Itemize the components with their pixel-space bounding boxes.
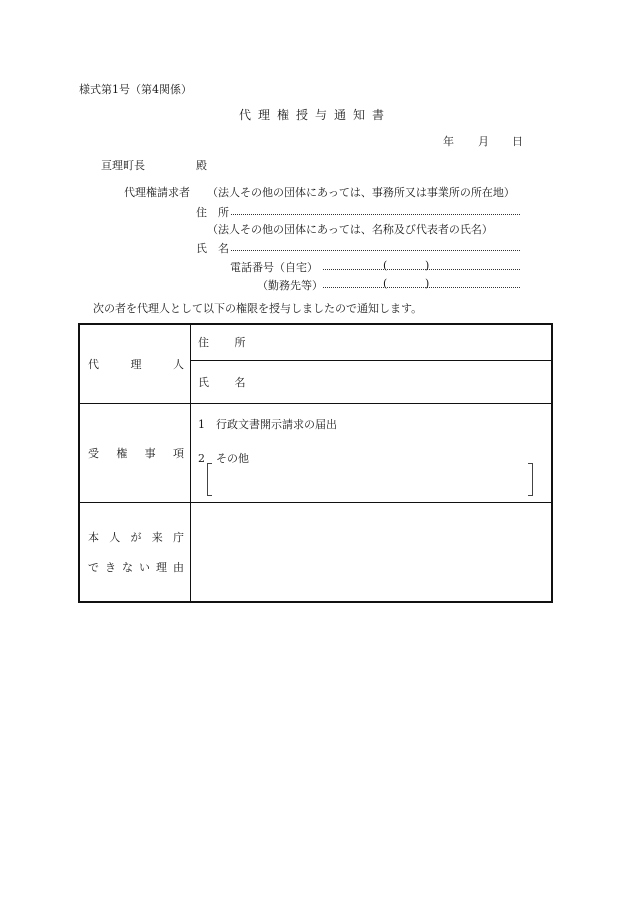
phone-home-paren-open: (	[383, 259, 388, 272]
reason-label-char: き	[105, 560, 116, 574]
authority-label-char: 項	[172, 446, 184, 460]
agent-name-label-2: 名	[234, 375, 246, 389]
agent-address-label-1: 住	[198, 336, 209, 350]
phone-home-paren-close: )	[425, 259, 430, 272]
reason-label-char: 人	[109, 530, 121, 544]
agent-label-char: 人	[173, 357, 184, 371]
date-year-label: 年	[443, 135, 454, 148]
document-title: 代理権授与通知書	[238, 108, 391, 122]
agent-label-char: 理	[130, 357, 142, 371]
reason-label-char: 理	[156, 560, 167, 574]
recipient-name: 亘理町長	[101, 159, 145, 172]
agent-label-cell	[79, 324, 191, 403]
reason-label-char: 由	[173, 560, 184, 574]
requester-address-label-1: 住	[196, 206, 207, 219]
authority-item-1: 1 行政文書開示請求の届出	[198, 417, 337, 431]
reason-label-char: が	[130, 530, 142, 544]
requester-name-line[interactable]	[231, 250, 520, 251]
agent-address-cell[interactable]	[191, 324, 553, 360]
authority-label-cell	[79, 403, 191, 502]
requester-name-note: （法人その他の団体にあっては、名称及び代表者の氏名）	[207, 223, 493, 236]
agent-label-char: 代	[88, 357, 99, 371]
requester-address-label-2: 所	[218, 206, 229, 219]
agent-address-label-2: 所	[234, 336, 246, 350]
reason-label-char: 庁	[173, 530, 184, 544]
reason-label-char: な	[122, 560, 133, 574]
authority-label-char: 事	[144, 446, 156, 460]
requester-address-note: （法人その他の団体にあっては、事務所又は事業所の所在地）	[207, 186, 515, 199]
requester-label: 代理権請求者	[124, 186, 190, 199]
reason-label-char: い	[139, 560, 150, 574]
intro-text: 次の者を代理人として以下の権限を授与しましたので通知します。	[93, 302, 423, 315]
authority-item-2: 2 その他	[198, 451, 249, 465]
reason-label-char: 本	[88, 530, 99, 544]
reason-label-char: で	[88, 560, 99, 574]
authority-label-char: 受	[88, 446, 99, 460]
left-bracket	[207, 463, 212, 496]
reason-label-char: 来	[151, 530, 163, 544]
phone-home-label: 電話番号（自宅）	[230, 261, 318, 274]
agent-name-cell[interactable]	[191, 360, 553, 403]
phone-work-line[interactable]	[323, 287, 520, 288]
date-month-label: 月	[478, 135, 489, 148]
phone-home-line[interactable]	[323, 269, 520, 270]
requester-name-label-2: 名	[218, 242, 229, 255]
reason-input-cell[interactable]	[191, 502, 553, 602]
requester-address-line[interactable]	[231, 214, 520, 215]
reason-label-cell	[79, 502, 191, 602]
right-bracket	[528, 463, 533, 496]
authority-label-char: 権	[116, 446, 128, 460]
requester-name-label-1: 氏	[196, 242, 207, 255]
agent-name-label-1: 氏	[198, 375, 209, 389]
phone-work-paren-open: (	[383, 277, 388, 290]
form-number: 様式第1号（第4関係）	[79, 83, 192, 96]
phone-work-label: （勤務先等）	[257, 279, 323, 292]
other-details-bracket[interactable]	[207, 463, 533, 494]
phone-work-paren-close: )	[425, 277, 430, 290]
recipient-honorific: 殿	[196, 159, 207, 172]
date-day-label: 日	[512, 135, 523, 148]
